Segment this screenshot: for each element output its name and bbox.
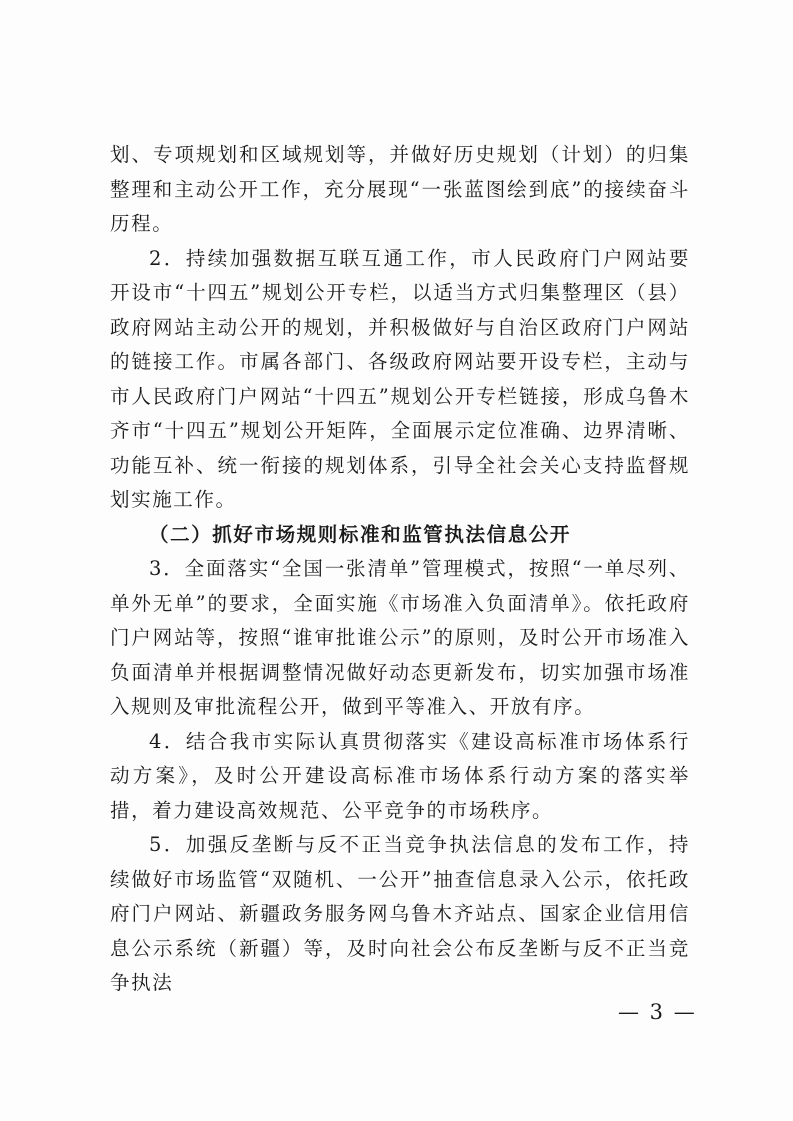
paragraph-item-2: 2．持续加强数据互联互通工作，市人民政府门户网站要开设市“十四五”规划公开专栏，以适当方式归集整理区（县）政府网站主动公开的规划，并积极做好与自治区政府门户网站的链接工作。市属各部门、各级政府网站要开设专栏，主动与市人民政府门户网站“十四五”规划公开专栏链接，形成乌鲁木齐市“十四五”规划公开矩阵，全面展示定位准确、边界清晰、功能互补、统一衔接的规划体系，引导全社会关心支持监督规划实施工作。 <box>110 246 690 511</box>
document-body <box>110 138 690 1001</box>
section-heading: （二）抓好市场规则标准和监管执法信息公开 <box>149 522 572 546</box>
page-number: — 3 — <box>618 1000 697 1024</box>
paragraph-item-5: 5．加强反垄断与反不正当竞争执法信息的发布工作，持续做好市场监管“双随机、一公开”抽查信息录入公示，依托政府门户网站、新疆政务服务网乌鲁木齐站点、国家企业信用信息公示系统（新疆）等，及时向社会公布反垄断与反不正当竞争执法 <box>110 833 690 994</box>
paragraph-continuation: 划、专项规划和区域规划等，并做好历史规划（计划）的归集整理和主动公开工作，充分展现“一张蓝图绘到底”的接续奋斗历程。 <box>110 143 690 235</box>
paragraph-item-4: 4．结合我市实际认真贯彻落实《建设高标准市场体系行动方案》，及时公开建设高标准市场体系行动方案的落实举措，着力建设高效规范、公平竞争的市场秩序。 <box>110 729 690 822</box>
paragraph-item-3: 3．全面落实“全国一张清单”管理模式，按照“一单尽列、单外无单”的要求，全面实施《市场准入负面清单》。依托政府门户网站等，按照“谁审批谁公示”的原则，及时公开市场准入负面清单并根据调整情况做好动态更新发布，切实加强市场准入规则及审批流程公开，做到平等准入、开放有序。 <box>110 557 690 718</box>
